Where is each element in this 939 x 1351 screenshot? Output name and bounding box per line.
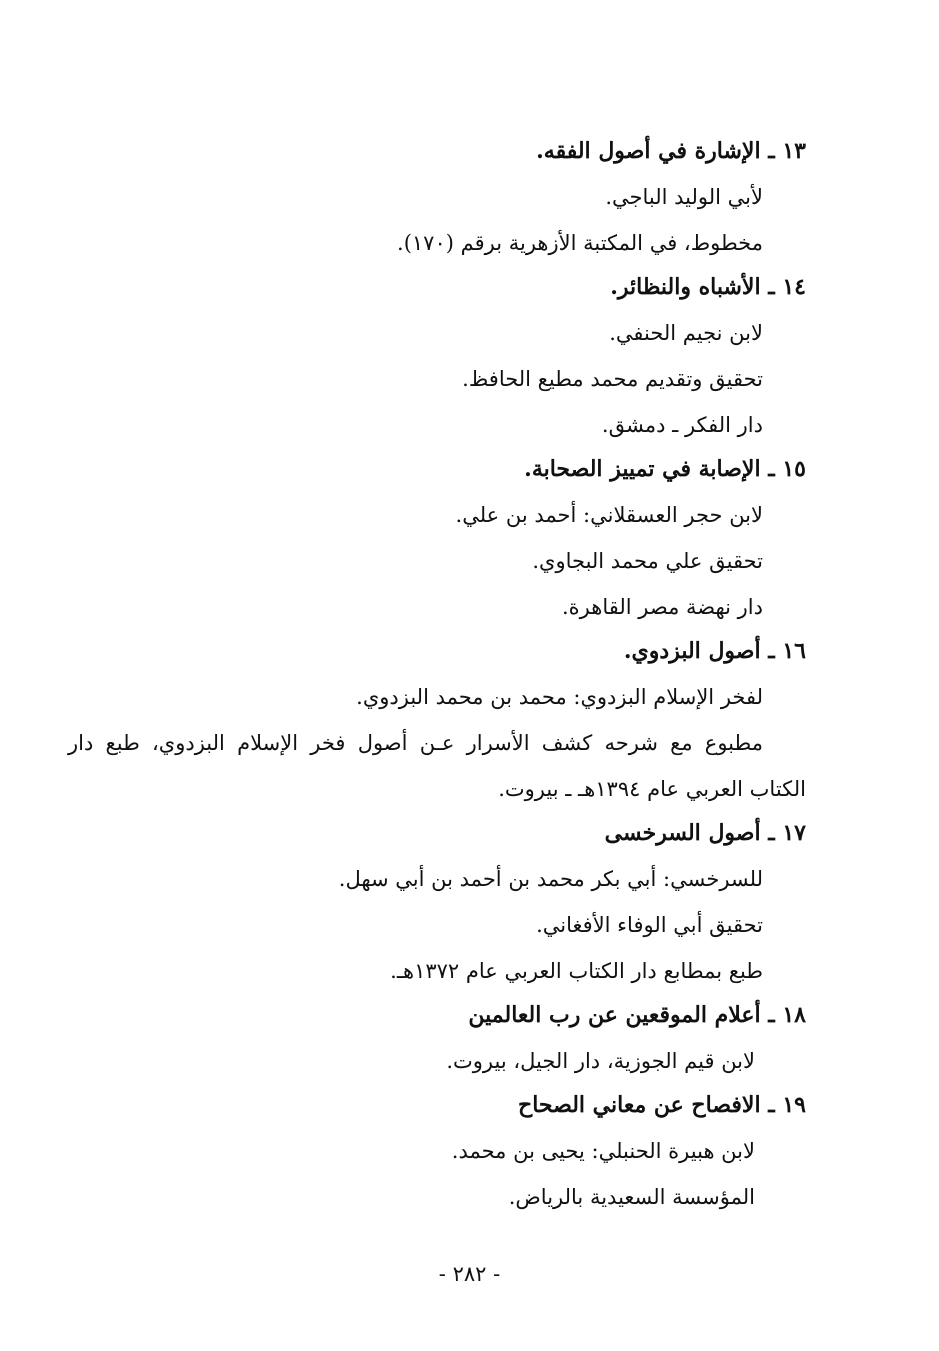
entry-author: للسرخسي: أبي بكر محمد بن أحمد بن أبي سهل. [338,867,763,891]
entry-detail: دار الفكر ـ دمشق. [601,413,763,437]
entry-author: لابن حجر العسقلاني: أحمد بن علي. [455,503,763,527]
entry-detail: طبع بمطابع دار الكتاب العربي عام ١٣٧٢هـ. [390,959,763,983]
entry-detail: مخطوط، في المكتبة الأزهرية برقم (١٧٠). [397,231,763,255]
entry-author: لفخر الإسلام البزدوي: محمد بن محمد البزدوي. [356,685,763,709]
entry-heading: ١٥ ـ الإصابة في تمييز الصحابة. [524,456,806,482]
entry-heading: ١٧ ـ أصول السرخسى [604,820,806,846]
entry-detail: المؤسسة السعيدية بالرياض. [508,1185,755,1209]
entry-detail: مطبوع مع شرحه كشف الأسرار عـن أصول فخر الإسلام البزدوي، طبع دار [68,731,763,755]
entry-heading: ١٨ ـ أعلام الموقعين عن رب العالمين [468,1002,806,1028]
entry-author: لابن قيم الجوزية، دار الجيل، بيروت. [446,1049,755,1073]
entry-heading: ١٩ ـ الافصاح عن معاني الصحاح [518,1092,806,1118]
entry-heading: ١٦ ـ أصول البزدوي. [623,638,806,664]
entry-detail: دار نهضة مصر القاهرة. [562,595,763,619]
entry-author: لابن نجيم الحنفي. [609,321,763,345]
entry-heading: ١٤ ـ الأشباه والنظائر. [610,274,806,300]
entry-detail: تحقيق علي محمد البجاوي. [532,549,763,573]
entry-author: لابن هبيرة الحنبلي: يحيى بن محمد. [451,1139,755,1163]
entry-author: لأبي الوليد الباجي. [605,185,763,209]
page-number: - ٢٨٢ - [438,1262,501,1286]
entry-detail: الكتاب العربي عام ١٣٩٤هـ ـ بيروت. [498,777,806,801]
entry-detail: تحقيق أبي الوفاء الأفغاني. [536,913,763,937]
entry-heading: ١٣ ـ الإشارة في أصول الفقه. [536,138,806,164]
entry-detail: تحقيق وتقديم محمد مطيع الحافظ. [462,367,763,391]
